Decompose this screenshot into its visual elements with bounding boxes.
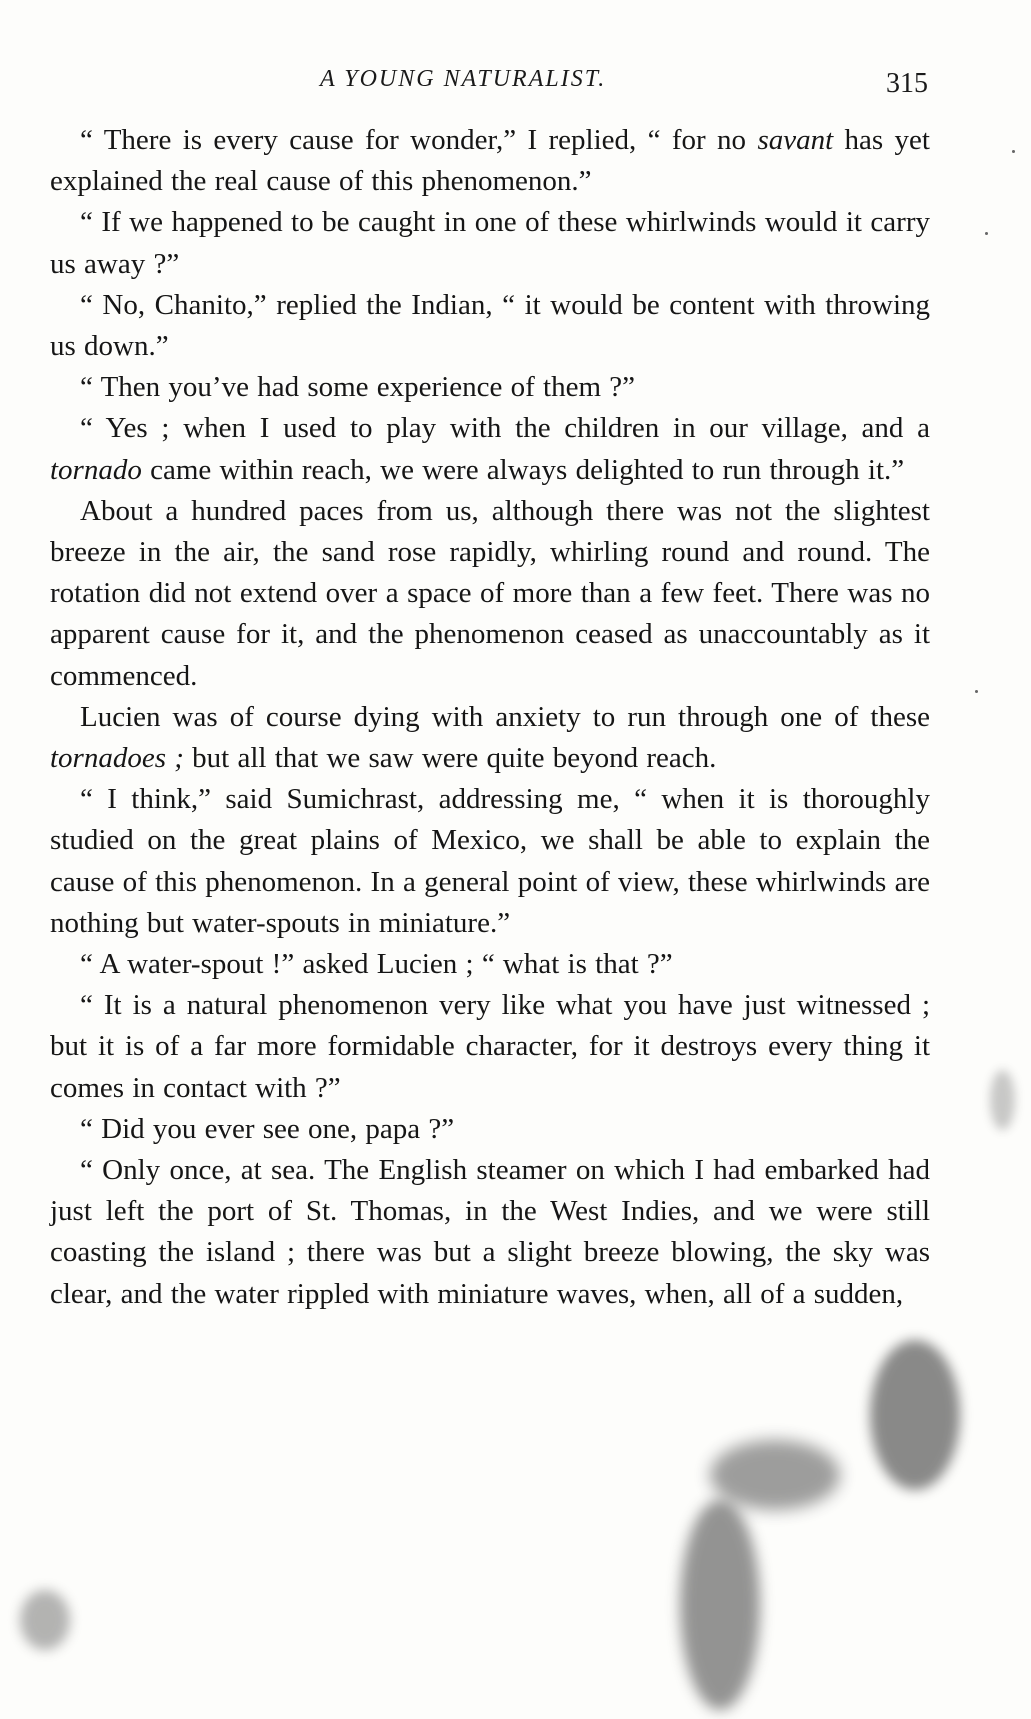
paragraph <box>50 779 930 944</box>
paragraph <box>50 285 930 367</box>
text-segment: About a hundred paces from us, although there was not the slightest breeze in the air, the sand rose rapidly, whirling round and round. The rotation did not extend over a space of more than a few feet. There was no apparent cause for it, and the phenomenon ceased as unaccountably as it commenced. <box>50 494 930 692</box>
italic-text: savant <box>757 124 834 156</box>
paragraph <box>50 408 930 490</box>
italic-text: tornadoes ; <box>50 742 184 775</box>
text-segment: “ I think,” said Sumichrast, addressing me, “ when it is thoroughly studied on the great plains of Mexico, we shall be able to explain the cause of this phenomenon. In a general point of view, these whirlwinds are nothing but water-spouts in miniature.” <box>50 783 930 939</box>
paragraph <box>50 367 930 408</box>
text-segment: “ There is every cause for wonder,” I replied, “ for no <box>80 124 758 156</box>
speck <box>975 690 978 693</box>
paragraph <box>50 202 930 284</box>
speck <box>985 232 988 235</box>
text-segment: Lucien was of course dying with anxiety to run through one of these <box>80 700 930 733</box>
text-segment: “ Did you ever see one, papa ?” <box>80 1112 455 1145</box>
text-segment: has yet explained the real cause of this phenomenon.” <box>50 124 930 198</box>
paragraph <box>50 697 930 779</box>
running-head: A YOUNG NATURALIST. <box>320 66 607 92</box>
page-number: 315 <box>886 68 928 99</box>
ink-stain <box>870 1340 960 1490</box>
text-segment: “ A water-spout !” asked Lucien ; “ what is that ?” <box>80 948 673 981</box>
ink-stain <box>990 1070 1015 1130</box>
paragraph <box>50 491 930 697</box>
paragraph <box>50 944 930 985</box>
text-segment: “ If we happened to be caught in one of these whirlwinds would it carry us away ?” <box>50 206 930 280</box>
speck <box>1012 150 1015 153</box>
text-segment: “ Then you’ve had some experience of them ?” <box>80 371 636 404</box>
ink-stain <box>680 1500 760 1710</box>
paragraph <box>50 1150 930 1315</box>
text-segment: “ Only once, at sea. The English steamer on which I had embarked had just left the port of St. Thomas, in the West Indies, and we were still coasting the island ; there was but a slight breeze blowing, the sky was clear, and the water rippled with miniature waves, when, all of a sudden, <box>50 1154 930 1310</box>
italic-text: tornado <box>50 453 142 486</box>
paragraph <box>50 120 930 202</box>
paragraph <box>50 985 930 1109</box>
page-header <box>50 66 930 106</box>
text-segment: came within reach, we were always delighted to run through it.” <box>141 453 905 486</box>
ink-stain <box>710 1440 840 1510</box>
text-segment: “ Yes ; when I used to play with the children in our village, and a <box>80 412 930 445</box>
text-segment: but all that we saw were quite beyond reach. <box>183 742 717 775</box>
ink-stain <box>20 1590 70 1650</box>
text-segment: “ It is a natural phenomenon very like what you have just witnessed ; but it is of a far more formidable character, for it destroys every thing it comes in contact with ?” <box>50 989 930 1104</box>
text-segment: “ No, Chanito,” replied the Indian, “ it would be content with throwing us down.” <box>50 288 930 363</box>
paragraph <box>50 1109 930 1150</box>
body-text <box>50 120 930 1315</box>
